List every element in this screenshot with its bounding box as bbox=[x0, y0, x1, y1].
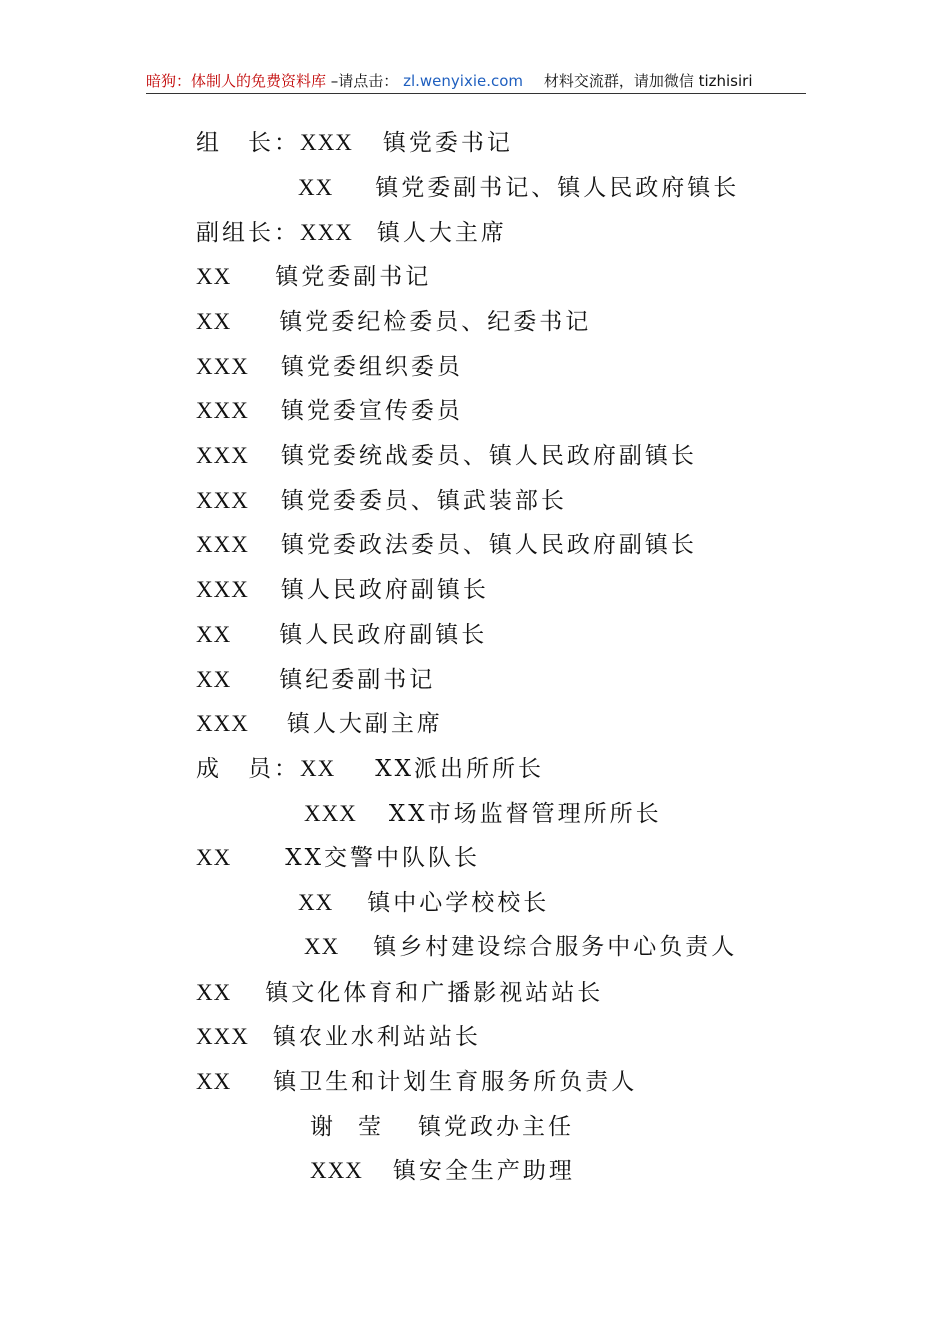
member-line bbox=[196, 262, 431, 292]
member-name: XXX bbox=[196, 1024, 249, 1049]
header-link[interactable]: zl.wenyixie.com bbox=[403, 72, 524, 90]
member-title: 镇文化体育和广播影视站站长 bbox=[265, 980, 604, 1006]
member-name: XX bbox=[196, 980, 232, 1005]
member-line bbox=[196, 486, 567, 516]
member-line bbox=[196, 1022, 481, 1052]
member-line bbox=[304, 799, 662, 829]
header-note: 材料交流群，请加微信 tizhisiri bbox=[543, 72, 753, 90]
member-name: XXX bbox=[196, 488, 249, 513]
member-title: 镇党委纪检委员、纪委书记 bbox=[279, 309, 592, 335]
member-title: 镇中心学校校长 bbox=[367, 890, 550, 916]
member-name: XXX bbox=[300, 220, 353, 245]
member-name: XX bbox=[196, 622, 232, 647]
member-title: 镇人民政府副镇长 bbox=[280, 577, 489, 603]
member-line bbox=[196, 396, 463, 426]
member-line bbox=[196, 1067, 637, 1097]
member-name: XX bbox=[196, 309, 232, 334]
member-title: 镇党委组织委员 bbox=[280, 354, 463, 380]
member-line bbox=[196, 352, 463, 382]
member-line bbox=[196, 128, 513, 158]
member-name: XX bbox=[196, 845, 232, 870]
member-title: 镇人大主席 bbox=[376, 220, 507, 246]
member-name: XXX bbox=[196, 577, 249, 602]
header-prompt: –请点击： bbox=[330, 72, 399, 90]
member-title: 镇人大副主席 bbox=[286, 711, 443, 737]
member-line bbox=[196, 665, 435, 695]
member-line bbox=[304, 932, 737, 962]
member-name: XX bbox=[300, 756, 336, 781]
header-brand: 暗狗：体制人的免费资料库 bbox=[146, 72, 327, 90]
member-title: 镇党委委员、镇武装部长 bbox=[280, 488, 567, 514]
member-name: XX bbox=[196, 264, 232, 289]
page-header bbox=[146, 70, 806, 94]
member-line bbox=[196, 754, 544, 784]
member-title: 镇党委宣传委员 bbox=[280, 398, 463, 424]
member-line bbox=[196, 843, 480, 873]
member-title: 镇安全生产助理 bbox=[392, 1158, 575, 1184]
member-line bbox=[196, 441, 697, 471]
member-name: 谢 莹 bbox=[310, 1114, 382, 1139]
member-name: XXX bbox=[300, 130, 353, 155]
member-name: XX bbox=[298, 175, 334, 200]
member-name: XXX bbox=[196, 398, 249, 423]
member-title: 镇党委副书记 bbox=[275, 264, 432, 290]
member-title: 镇人民政府副镇长 bbox=[279, 622, 488, 648]
member-name: XXX bbox=[196, 711, 249, 736]
member-name: XXX bbox=[196, 532, 249, 557]
member-title: 镇卫生和计划生育服务所负责人 bbox=[273, 1069, 638, 1095]
member-name: XXX bbox=[304, 801, 357, 826]
member-line bbox=[196, 709, 443, 739]
member-line bbox=[298, 173, 739, 203]
member-title: 镇乡村建设综合服务中心负责人 bbox=[373, 934, 738, 960]
member-name: XX bbox=[298, 890, 334, 915]
member-line bbox=[298, 888, 549, 918]
member-name: XXX bbox=[310, 1158, 363, 1183]
member-title: XX派出所所长 bbox=[375, 756, 544, 782]
member-name: XX bbox=[196, 1069, 232, 1094]
member-line bbox=[310, 1156, 575, 1186]
member-line bbox=[196, 307, 591, 337]
member-role: 组 长： bbox=[196, 130, 300, 156]
member-line bbox=[196, 530, 697, 560]
member-role: 成 员： bbox=[196, 756, 300, 782]
member-title: XX交警中队队长 bbox=[285, 845, 480, 871]
member-role: 副组长： bbox=[196, 220, 300, 246]
member-title: XX市场监督管理所所长 bbox=[388, 801, 662, 827]
member-title: 镇农业水利站站长 bbox=[272, 1024, 481, 1050]
member-title: 镇党政办主任 bbox=[418, 1114, 574, 1140]
member-name: XXX bbox=[196, 443, 249, 468]
member-title: 镇党委副书记、镇人民政府镇长 bbox=[375, 175, 740, 201]
member-title: 镇党委书记 bbox=[382, 130, 513, 156]
member-line bbox=[196, 575, 489, 605]
member-title: 镇党委政法委员、镇人民政府副镇长 bbox=[280, 532, 697, 558]
member-name: XX bbox=[304, 934, 340, 959]
member-line bbox=[196, 620, 487, 650]
member-line bbox=[310, 1112, 574, 1142]
member-line bbox=[196, 218, 507, 248]
member-name: XXX bbox=[196, 354, 249, 379]
member-line bbox=[196, 978, 603, 1008]
member-name: XX bbox=[196, 667, 232, 692]
member-title: 镇纪委副书记 bbox=[279, 667, 436, 693]
member-title: 镇党委统战委员、镇人民政府副镇长 bbox=[280, 443, 697, 469]
header-divider bbox=[146, 93, 806, 94]
